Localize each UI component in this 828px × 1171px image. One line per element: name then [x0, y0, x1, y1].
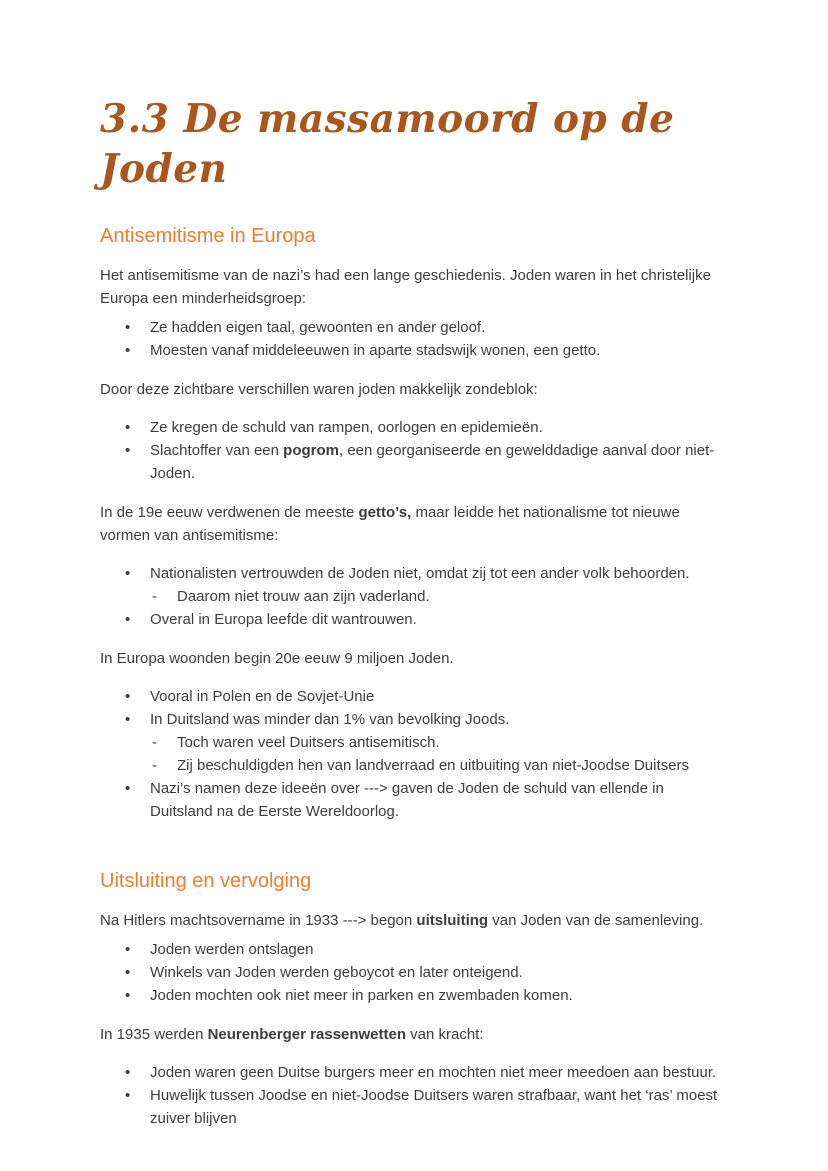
bullet-text: Nazi’s namen deze ideeën over ---> gaven de Joden de schuld van ellende in Duitsland na de Eerste Wereldoorlog.: [150, 780, 664, 820]
bullet-item: [125, 777, 728, 823]
bullet-icon: •: [125, 342, 131, 359]
bullet-icon: •: [125, 611, 131, 628]
bullet-item: [125, 316, 728, 339]
bullet-list-miljoen-joden: [100, 685, 728, 823]
bullet-text: Ze kregen de schuld van rampen, oorlogen en epidemieën.: [150, 419, 543, 436]
bullet-icon: •: [125, 565, 131, 582]
text-run: , een georganiseerde en gewelddadige aanval door niet-Joden.: [150, 442, 715, 482]
bullet-item: [125, 685, 728, 708]
bullet-item: [125, 608, 728, 631]
bullet-item: [125, 938, 728, 961]
dash-icon: -: [152, 757, 157, 774]
bullet-text: Nationalisten vertrouwden de Joden niet, omdat zij tot een ander volk behoorden.: [150, 565, 690, 582]
bullet-text: In Duitsland was minder dan 1% van bevolking Joods.: [150, 711, 510, 728]
text-run: van Joden van de samenleving.: [488, 912, 704, 929]
text-run: In de 19e eeuw verdwenen de meeste: [100, 504, 359, 521]
text-run: maar leidde het nationalisme tot nieuwe vormen van antisemitisme:: [100, 504, 680, 544]
paragraph-getto: [100, 501, 728, 547]
paragraph-zondeblok: Door deze zichtbare verschillen waren joden makkelijk zondeblok:: [100, 381, 538, 398]
bullet-text: Overal in Europa leefde dit wantrouwen.: [150, 611, 417, 628]
bullet-icon: •: [125, 711, 131, 728]
bullet-item: [125, 708, 728, 731]
bullet-item: [125, 562, 728, 585]
bullet-icon: •: [125, 964, 131, 981]
paragraph-intro: Het antisemitisme van de nazi’s had een lange geschiedenis. Joden waren in het christelijke Europa een minderheidsgroep:: [100, 267, 711, 307]
bullet-item: [125, 1084, 728, 1130]
bold-term-neurenberger-rassenwetten: Neurenberger rassenwetten: [207, 1026, 406, 1043]
bullet-list-rassenwetten: [100, 1061, 728, 1130]
bullet-text: Joden waren geen Duitse burgers meer en mochten niet meer meedoen aan bestuur.: [150, 1064, 717, 1081]
sub-bullet-text: Zij beschuldigden hen van landverraad en uitbuiting van niet-Joodse Duitsers: [177, 757, 689, 774]
bullet-item: [125, 961, 728, 984]
bold-term-uitsluiting: uitsluiting: [416, 912, 489, 929]
bullet-icon: •: [125, 780, 131, 797]
sub-bullet-item: [152, 585, 728, 608]
paragraph-miljoen-joden: In Europa woonden begin 20e eeuw 9 miljoen Joden.: [100, 650, 454, 667]
bullet-icon: •: [125, 688, 131, 705]
bullet-text: Winkels van Joden werden geboycot en later onteigend.: [150, 964, 523, 981]
bullet-list-minderheidsgroep: [100, 316, 728, 362]
bullet-text: Moesten vanaf middeleeuwen in aparte stadswijk wonen, een getto.: [150, 342, 601, 359]
paragraph-machtsovername: [100, 909, 728, 932]
doc-title: 3.3 De massamoord op de Joden: [100, 96, 675, 192]
bold-term-gettos: getto’s,: [358, 504, 412, 521]
bullet-item: [125, 339, 728, 362]
bullet-text: [150, 439, 728, 485]
bullet-text: Huwelijk tussen Joodse en niet-Joodse Duitsers waren strafbaar, want het ‘ras’ moest zuiver blijven: [150, 1087, 718, 1127]
bullet-icon: •: [125, 1064, 131, 1081]
sub-bullet-item: [152, 754, 728, 777]
text-run: Slachtoffer van een: [150, 442, 284, 459]
bullet-item: [125, 439, 728, 485]
dash-icon: -: [152, 588, 157, 605]
bullet-text: Vooral in Polen en de Sovjet-Unie: [150, 688, 375, 705]
bullet-text: Ze hadden eigen taal, gewoonten en ander geloof.: [150, 319, 486, 336]
text-run: van kracht:: [405, 1026, 484, 1043]
bullet-icon: •: [125, 442, 131, 459]
sub-bullet-text: Daarom niet trouw aan zijn vaderland.: [177, 588, 430, 605]
dash-icon: -: [152, 734, 157, 751]
bullet-icon: •: [125, 1087, 131, 1104]
bullet-item: [125, 416, 728, 439]
bullet-icon: •: [125, 941, 131, 958]
text-run: In 1935 werden: [100, 1026, 208, 1043]
bullet-icon: •: [125, 987, 131, 1004]
bullet-item: [125, 1061, 728, 1084]
bullet-list-zondeblok: [100, 416, 728, 485]
sub-bullet-item: [152, 731, 728, 754]
sub-bullet-text: Toch waren veel Duitsers antisemitisch.: [177, 734, 440, 751]
bullet-text: Joden mochten ook niet meer in parken en zwembaden komen.: [150, 987, 573, 1004]
text-run: Na Hitlers machtsovername in 1933 ---> begon: [100, 912, 417, 929]
bold-term-pogrom: pogrom: [283, 442, 339, 459]
bullet-list-nationalisme: [100, 562, 728, 631]
bullet-icon: •: [125, 319, 131, 336]
bullet-text: Joden werden ontslagen: [150, 941, 314, 958]
section-heading-uitsluiting-en-vervolging: Uitsluiting en vervolging: [100, 870, 312, 892]
bullet-icon: •: [125, 419, 131, 436]
section-heading-antisemitisme-in-europa: Antisemitisme in Europa: [100, 225, 316, 247]
bullet-list-uitsluiting: [100, 938, 728, 1007]
bullet-item: [125, 984, 728, 1007]
paragraph-rassenwetten: [100, 1023, 728, 1046]
